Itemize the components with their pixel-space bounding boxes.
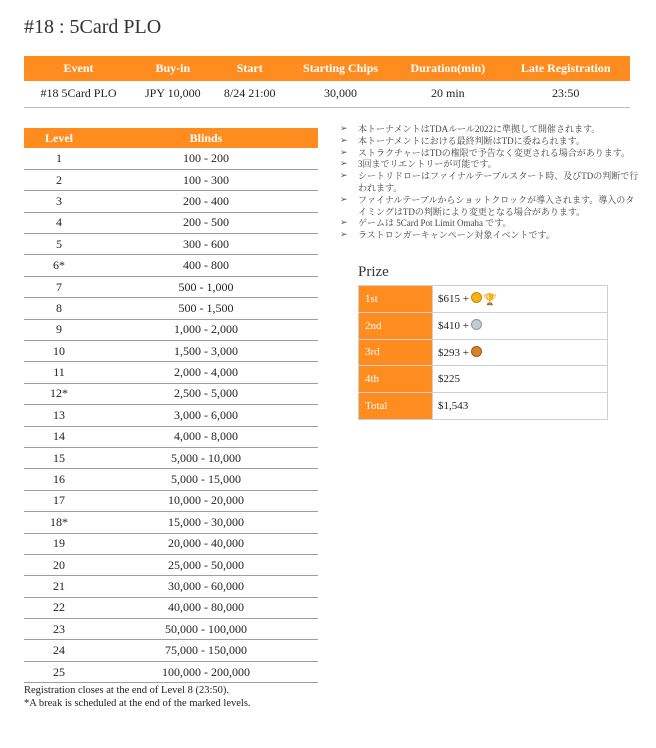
level-row — [24, 362, 318, 383]
arrow-bullet-icon: ➢ — [340, 218, 348, 229]
event-row — [24, 81, 630, 107]
rule-text: ファイナルテーブルからショットクロックが導入されます。導入のタイミングはTDの判断により変更となる場合があります。 — [358, 194, 635, 217]
level-blinds: 25,000 - 50,000 — [94, 554, 318, 575]
prize-rows — [359, 286, 608, 420]
level-row — [24, 148, 318, 169]
rule-text: 本トーナメントはTDAルール2022に準拠して開催されます。 — [358, 124, 601, 134]
arrow-bullet-icon: ➢ — [340, 124, 348, 134]
level-row — [24, 276, 318, 297]
prize-amount-cell — [433, 366, 608, 393]
level-blinds: 3,000 - 6,000 — [94, 405, 318, 426]
level-row — [24, 554, 318, 575]
prize-row — [359, 312, 608, 339]
event-cell: 20 min — [394, 81, 501, 107]
prize-place: 3rd — [359, 339, 433, 366]
arrow-bullet-icon: ➢ — [340, 135, 348, 146]
arrow-bullet-icon: ➢ — [340, 147, 348, 158]
prize-amount: $615 + — [438, 292, 469, 305]
level-row — [24, 619, 318, 640]
level-blinds: 300 - 600 — [94, 234, 318, 255]
level-number: 3 — [24, 191, 94, 212]
level-blinds: 200 - 400 — [94, 191, 318, 212]
level-row — [24, 405, 318, 426]
level-number: 6* — [24, 255, 94, 276]
prize-row — [359, 286, 608, 313]
level-row — [24, 341, 318, 362]
page-title: #18 : 5Card PLO — [24, 16, 162, 38]
level-row — [24, 597, 318, 618]
rule-text: 3回までリエントリーが可能です。 — [358, 159, 497, 170]
level-rows — [24, 148, 318, 683]
prize-amount: $225 — [438, 373, 460, 386]
level-blinds: 75,000 - 150,000 — [94, 640, 318, 661]
level-number: 16 — [24, 469, 94, 490]
level-number: 11 — [24, 362, 94, 383]
level-number: 19 — [24, 533, 94, 554]
level-number: 14 — [24, 426, 94, 447]
level-row — [24, 447, 318, 468]
structure-notes — [24, 684, 251, 710]
level-row — [24, 533, 318, 554]
level-number: 13 — [24, 405, 94, 426]
rule-text: ゲームは 5Card Pot Limit Omaha です。 — [358, 218, 512, 229]
level-header-cell: Level — [24, 128, 94, 148]
level-blinds: 10,000 - 20,000 — [94, 490, 318, 511]
level-row — [24, 469, 318, 490]
arrow-bullet-icon: ➢ — [340, 171, 348, 182]
level-row — [24, 490, 318, 511]
level-row — [24, 319, 318, 340]
level-number: 10 — [24, 341, 94, 362]
rule-item — [340, 171, 640, 195]
level-number: 12* — [24, 383, 94, 404]
prize-heading: Prize — [358, 264, 389, 280]
level-blinds: 500 - 1,000 — [94, 276, 318, 297]
level-row — [24, 576, 318, 597]
level-row — [24, 191, 318, 212]
prize-row — [359, 393, 608, 420]
level-blinds: 1,000 - 2,000 — [94, 319, 318, 340]
level-blinds: 100 - 200 — [94, 148, 318, 169]
event-header-cell: Starting Chips — [287, 56, 395, 81]
level-blinds: 5,000 - 15,000 — [94, 469, 318, 490]
level-number: 18* — [24, 512, 94, 533]
prize-place: 1st — [359, 286, 433, 313]
event-header-cell: Event — [24, 56, 133, 81]
level-row — [24, 234, 318, 255]
prize-table — [358, 285, 608, 420]
level-row — [24, 661, 318, 682]
level-blinds: 5,000 - 10,000 — [94, 447, 318, 468]
arrow-bullet-icon: ➢ — [340, 159, 348, 170]
bronze-medal-icon — [471, 346, 482, 357]
level-number: 22 — [24, 597, 94, 618]
rule-item — [340, 148, 640, 160]
level-number: 23 — [24, 619, 94, 640]
level-number: 7 — [24, 276, 94, 297]
event-cell: 30,000 — [287, 81, 395, 107]
prize-row — [359, 339, 608, 366]
level-row — [24, 298, 318, 319]
level-row — [24, 426, 318, 447]
level-number: 20 — [24, 554, 94, 575]
level-number: 17 — [24, 490, 94, 511]
level-number: 8 — [24, 298, 94, 319]
level-blinds: 50,000 - 100,000 — [94, 619, 318, 640]
level-blinds: 500 - 1,500 — [94, 298, 318, 319]
prize-amount-cell — [433, 312, 608, 339]
rule-item — [340, 218, 640, 230]
prize-amount: $293 + — [438, 346, 469, 359]
prize-row — [359, 366, 608, 393]
level-blinds: 2,500 - 5,000 — [94, 383, 318, 404]
rule-text: シートリドローはファイナルテーブルスタート時、及びTDの判断で行われます。 — [358, 171, 639, 193]
level-number: 5 — [24, 234, 94, 255]
arrow-bullet-icon: ➢ — [340, 230, 348, 241]
event-info-table — [24, 56, 630, 108]
level-blinds: 40,000 - 80,000 — [94, 597, 318, 618]
rule-item — [340, 195, 640, 219]
level-row — [24, 255, 318, 276]
level-number: 9 — [24, 319, 94, 340]
level-blinds: 200 - 500 — [94, 212, 318, 233]
level-number: 1 — [24, 148, 94, 169]
event-header-row — [24, 56, 630, 81]
rule-text: ラストロンガーキャンペーン対象イベントです。 — [358, 230, 555, 241]
prize-place: Total — [359, 393, 433, 420]
prize-amount-cell — [433, 339, 608, 366]
event-header-cell: Late Registration — [501, 56, 630, 81]
level-number: 15 — [24, 447, 94, 468]
level-blinds: 15,000 - 30,000 — [94, 512, 318, 533]
prize-amount-cell — [433, 286, 608, 313]
rule-text: ストラクチャーはTDの権限で予告なく変更される場合があります。 — [358, 147, 631, 158]
blinds-header-cell: Blinds — [94, 128, 318, 148]
prize-place: 2nd — [359, 312, 433, 339]
trophy-icon: 🏆 — [482, 292, 497, 306]
event-cell: 23:50 — [501, 81, 630, 107]
level-row — [24, 512, 318, 533]
level-blinds: 1,500 - 3,000 — [94, 341, 318, 362]
prize-amount: $1,543 — [438, 400, 469, 413]
event-cell: JPY 10,000 — [133, 81, 213, 107]
rule-item — [340, 124, 640, 136]
event-cell: 8/24 21:00 — [213, 81, 287, 107]
prize-amount-cell — [433, 393, 608, 420]
rule-item — [340, 136, 640, 148]
gold-medal-icon — [471, 292, 482, 303]
rule-item — [340, 159, 640, 171]
event-header-cell: Duration(min) — [394, 56, 501, 81]
level-number: 24 — [24, 640, 94, 661]
level-blinds: 100 - 300 — [94, 169, 318, 190]
silver-medal-icon — [471, 319, 482, 330]
event-header-cell: Buy-in — [133, 56, 213, 81]
break-note: *A break is scheduled at the end of the marked levels. — [24, 698, 251, 709]
event-header-cell: Start — [213, 56, 287, 81]
level-number: 21 — [24, 576, 94, 597]
rule-text: 本トーナメントにおける最終判断はTDに委ねられます。 — [358, 135, 585, 146]
level-blinds: 20,000 - 40,000 — [94, 533, 318, 554]
tournament-rules-list — [340, 124, 640, 242]
level-row — [24, 640, 318, 661]
level-row — [24, 169, 318, 190]
level-row — [24, 383, 318, 404]
registration-note: Registration closes at the end of Level 8 (23:50). — [24, 685, 229, 696]
blind-structure-table — [24, 128, 318, 683]
level-blinds: 400 - 800 — [94, 255, 318, 276]
level-number: 4 — [24, 212, 94, 233]
level-blinds: 4,000 - 8,000 — [94, 426, 318, 447]
event-cell: #18 5Card PLO — [24, 81, 133, 107]
arrow-bullet-icon: ➢ — [340, 194, 348, 205]
level-header-row — [24, 128, 318, 148]
level-number: 2 — [24, 169, 94, 190]
level-number: 25 — [24, 661, 94, 682]
level-blinds: 2,000 - 4,000 — [94, 362, 318, 383]
level-blinds: 100,000 - 200,000 — [94, 661, 318, 682]
prize-place: 4th — [359, 366, 433, 393]
level-row — [24, 212, 318, 233]
level-blinds: 30,000 - 60,000 — [94, 576, 318, 597]
prize-amount: $410 + — [438, 320, 469, 333]
rule-item — [340, 230, 640, 242]
